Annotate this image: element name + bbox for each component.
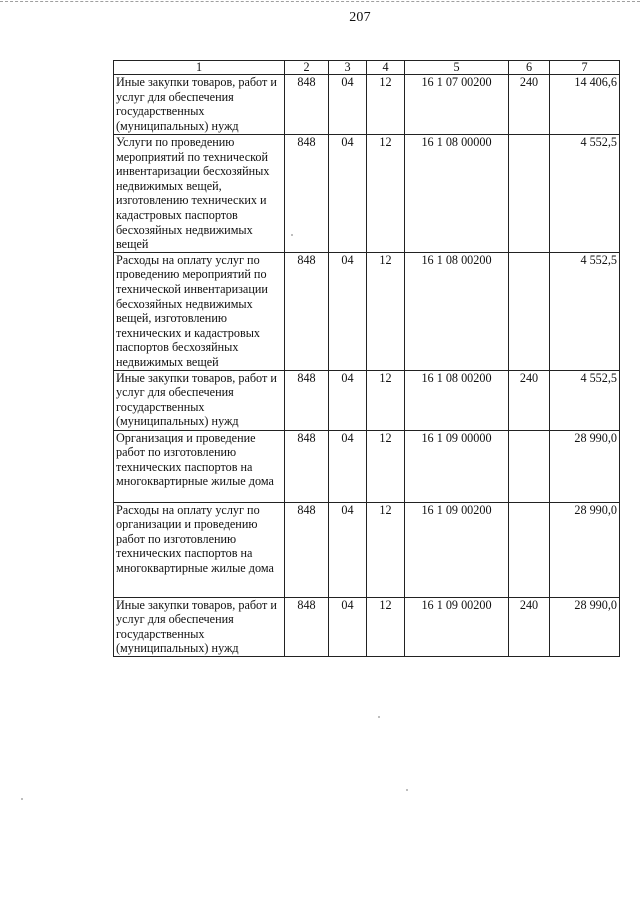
subsection-code-cell: 12: [367, 75, 405, 135]
expense-name-cell: Иные закупки товаров, работ и услуг для обеспечения государственных (муниципальных) нужд: [114, 597, 285, 656]
subsection-code-cell: 12: [367, 252, 405, 370]
department-code-cell: 848: [285, 597, 329, 656]
section-code-cell: 04: [329, 370, 367, 430]
department-code-cell: 848: [285, 430, 329, 502]
budget-table: [113, 60, 620, 657]
section-code-cell: 04: [329, 597, 367, 656]
page-number: 207: [349, 10, 371, 25]
table-row: [114, 597, 620, 656]
column-header-6: 6: [509, 61, 550, 75]
column-header-1: 1: [114, 61, 285, 75]
expense-type-cell: [509, 252, 550, 370]
column-header-7: 7: [550, 61, 620, 75]
amount-cell: 14 406,6: [550, 75, 620, 135]
expense-name-cell: Иные закупки товаров, работ и услуг для обеспечения государственных (муниципальных) нужд: [114, 75, 285, 135]
expense-type-cell: [509, 135, 550, 253]
expense-type-cell: 240: [509, 597, 550, 656]
amount-cell: 28 990,0: [550, 430, 620, 502]
amount-cell: 28 990,0: [550, 597, 620, 656]
department-code-cell: 848: [285, 75, 329, 135]
subsection-code-cell: 12: [367, 502, 405, 597]
table-row: [114, 135, 620, 253]
column-header-2: 2: [285, 61, 329, 75]
scan-speck: [291, 234, 293, 236]
subsection-code-cell: 12: [367, 430, 405, 502]
expense-name-cell: Услуги по проведению мероприятий по технической инвентаризации бесхозяйных недвижимых вещей, изготовлению технических и кадастровых паспортов бесхозяйных недвижимых вещей: [114, 135, 285, 253]
department-code-cell: 848: [285, 135, 329, 253]
target-article-cell: 16 1 09 00200: [405, 502, 509, 597]
amount-cell: 4 552,5: [550, 135, 620, 253]
target-article-cell: 16 1 08 00200: [405, 370, 509, 430]
scan-speck: [406, 789, 408, 791]
target-article-cell: 16 1 07 00200: [405, 75, 509, 135]
table-row: [114, 430, 620, 502]
table-row: [114, 75, 620, 135]
subsection-code-cell: 12: [367, 370, 405, 430]
target-article-cell: 16 1 08 00000: [405, 135, 509, 253]
subsection-code-cell: 12: [367, 597, 405, 656]
subsection-code-cell: 12: [367, 135, 405, 253]
section-code-cell: 04: [329, 252, 367, 370]
table-row: [114, 370, 620, 430]
expense-name-cell: Организация и проведение работ по изготовлению технических паспортов на многоквартирные жилые дома: [114, 430, 285, 502]
target-article-cell: 16 1 09 00000: [405, 430, 509, 502]
header-row: [114, 61, 620, 75]
department-code-cell: 848: [285, 370, 329, 430]
section-code-cell: 04: [329, 135, 367, 253]
expense-name-cell: Расходы на оплату услуг по организации и проведению работ по изготовлению технических паспортов на многоквартирные жилые дома: [114, 502, 285, 597]
department-code-cell: 848: [285, 252, 329, 370]
table-row: [114, 502, 620, 597]
expense-type-cell: 240: [509, 370, 550, 430]
expense-type-cell: 240: [509, 75, 550, 135]
column-header-4: 4: [367, 61, 405, 75]
section-code-cell: 04: [329, 502, 367, 597]
expense-type-cell: [509, 502, 550, 597]
amount-cell: 28 990,0: [550, 502, 620, 597]
target-article-cell: 16 1 09 00200: [405, 597, 509, 656]
amount-cell: 4 552,5: [550, 252, 620, 370]
expense-name-cell: Расходы на оплату услуг по проведению мероприятий по технической инвентаризации бесхозяйных недвижимых вещей, изготовлению технических и кадастровых паспортов бесхозяйных недвижимых вещей: [114, 252, 285, 370]
amount-cell: 4 552,5: [550, 370, 620, 430]
expense-type-cell: [509, 430, 550, 502]
scan-speck: [21, 798, 23, 800]
target-article-cell: 16 1 08 00200: [405, 252, 509, 370]
table-row: [114, 252, 620, 370]
column-header-3: 3: [329, 61, 367, 75]
scan-edge-line: [0, 1, 640, 4]
department-code-cell: 848: [285, 502, 329, 597]
scan-speck: [378, 716, 380, 718]
section-code-cell: 04: [329, 75, 367, 135]
section-code-cell: 04: [329, 430, 367, 502]
expense-name-cell: Иные закупки товаров, работ и услуг для обеспечения государственных (муниципальных) нужд: [114, 370, 285, 430]
column-header-5: 5: [405, 61, 509, 75]
